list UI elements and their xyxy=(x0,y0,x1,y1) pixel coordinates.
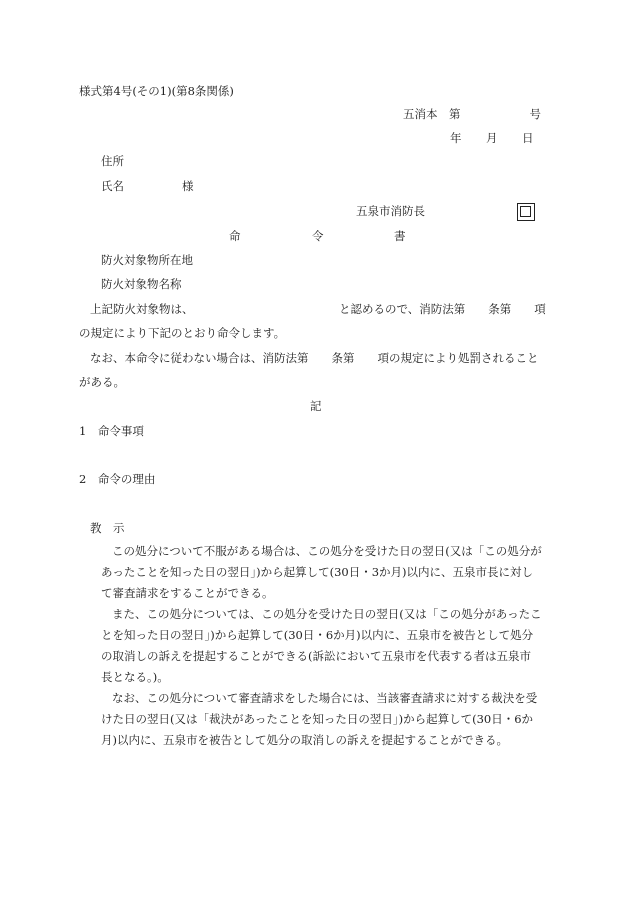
notice-p3-line-2: けた日の翌日(又は「裁決があったことを知った日の翌日」)から起算して(30日・6か xyxy=(101,712,534,726)
form-id: 様式第4号(その1)(第8条関係) xyxy=(79,84,234,98)
notice-p2-line-1: また、この処分については、この処分を受けた日の翌日(又は「この処分があったこ xyxy=(112,607,542,621)
document-number: 五消本 第 号 xyxy=(403,107,541,121)
issuer-name: 五泉市消防長 xyxy=(356,204,425,218)
notice-p1-line-1: この処分について不服がある場合は、この処分を受けた日の翌日(又は「この処分が xyxy=(112,544,542,558)
date-year: 年 xyxy=(450,131,462,145)
notice-p2-line-2: とを知った日の翌日」)から起算して(30日・6か月)以内に、五泉市を被告として処分 xyxy=(101,628,534,642)
seal-icon xyxy=(517,203,535,221)
notice-p3-line-1: なお、この処分について審査請求をした場合には、当該審査請求に対する裁決を受 xyxy=(112,691,538,705)
date-day: 日 xyxy=(522,131,534,145)
body-line-4: がある。 xyxy=(79,375,125,389)
body-line-1a: 上記防火対象物は、 xyxy=(90,302,194,316)
notice-p3-line-3: 月)以内に、五泉市を被告として処分の取消しの訴えを提起することができる。 xyxy=(101,733,508,747)
notice-p1-line-3: て審査請求をすることができる。 xyxy=(101,586,274,600)
notice-p2-line-4: 長となる。)。 xyxy=(101,670,169,684)
document-title-3: 書 xyxy=(394,229,406,243)
address-label: 住所 xyxy=(101,154,124,168)
object-name-label: 防火対象物名称 xyxy=(101,277,182,291)
section-1-heading: 1 命令事項 xyxy=(79,424,144,438)
name-label: 氏名 xyxy=(101,179,124,193)
document-title-2: 令 xyxy=(312,229,324,243)
body-line-1b: と認めるので、消防法第 条第 項 xyxy=(339,302,546,316)
notice-title: 教 示 xyxy=(90,521,125,535)
honorific: 様 xyxy=(182,179,194,193)
date-month: 月 xyxy=(486,131,498,145)
document-title-1: 命 xyxy=(229,229,241,243)
notice-p2-line-3: の取消しの訴えを提起することができる(訴訟において五泉市を代表する者は五泉市 xyxy=(101,649,531,663)
notice-p1-line-2: あったことを知った日の翌日」)から起算して(30日・3か月)以内に、五泉市長に対し xyxy=(101,565,534,579)
section-2-heading: 2 命令の理由 xyxy=(79,472,156,486)
body-line-2: の規定により下記のとおり命令します。 xyxy=(79,326,286,340)
location-label: 防火対象物所在地 xyxy=(101,253,193,267)
ki-heading: 記 xyxy=(310,399,322,413)
body-line-3: なお、本命令に従わない場合は、消防法第 条第 項の規定により処罰されること xyxy=(90,351,539,365)
